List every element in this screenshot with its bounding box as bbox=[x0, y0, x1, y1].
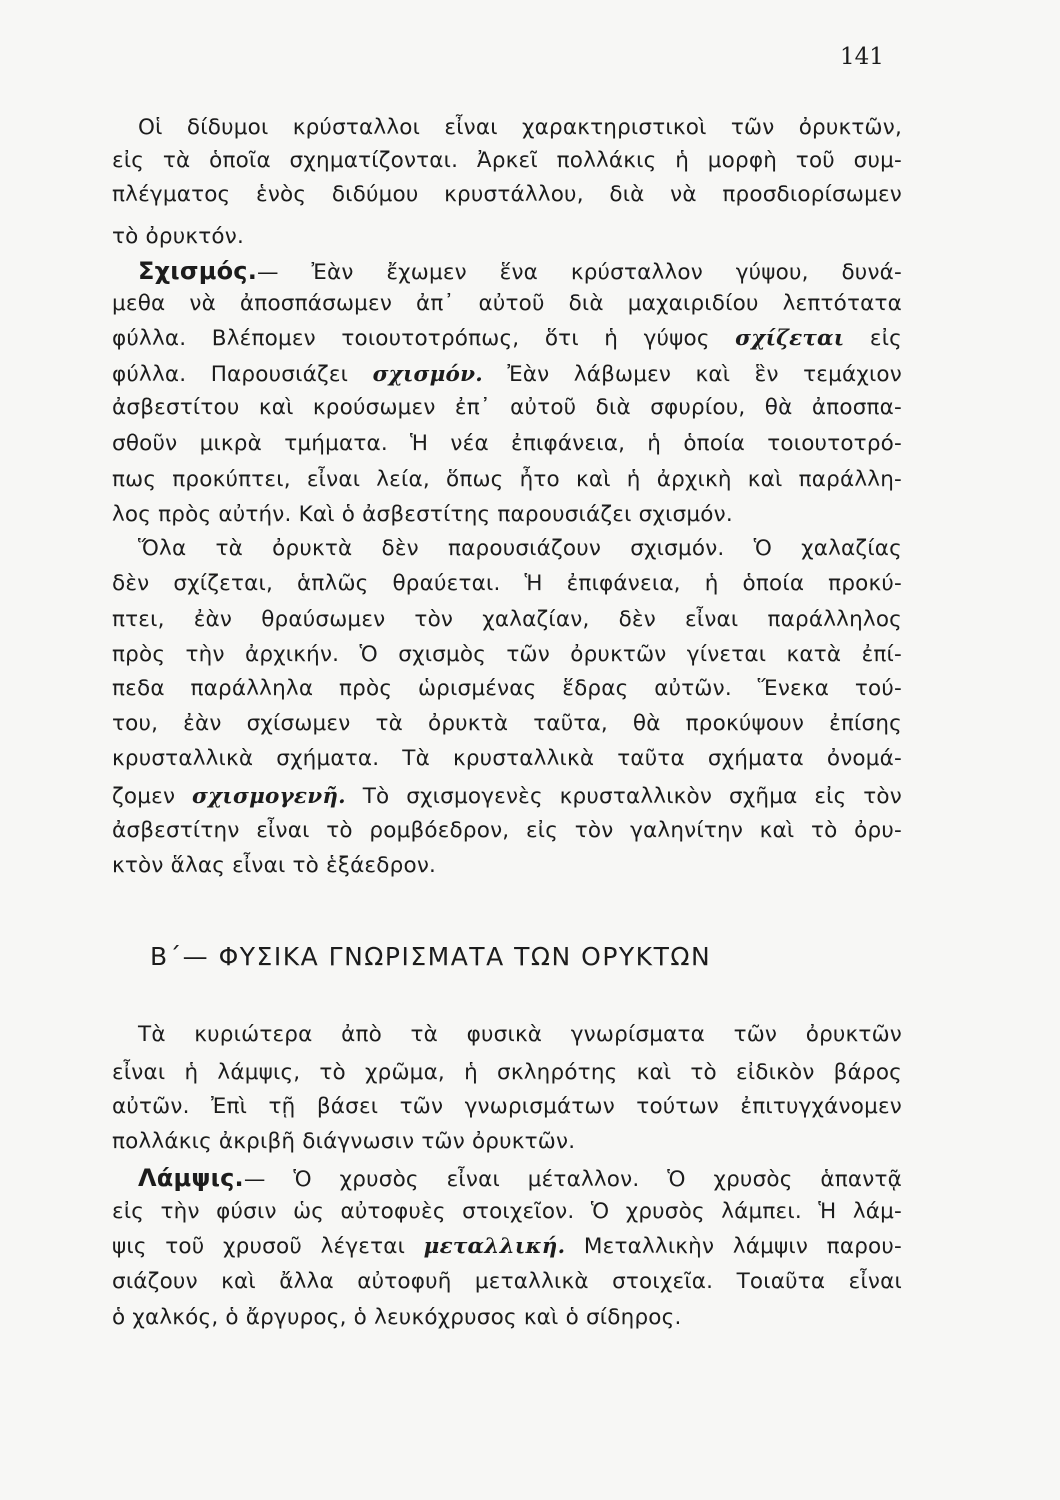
text-line: κτὸν ἅλας εἶναι τὸ ἑξάεδρον. bbox=[112, 853, 437, 878]
text-line: Ὅλα τὰ ὀρυκτὰ δὲν παρουσιάζουν σχισμόν. Ὁ χαλαζίας bbox=[138, 536, 902, 561]
text-span: — Ἐὰν ἔχωμεν ἕνα κρύσταλλον γύψου, δυνά- bbox=[257, 260, 902, 285]
text-line: ἀσβεστίτην εἶναι τὸ ρομβόεδρον, εἰς τὸν γαληνίτην καὶ τὸ ὀρυ- bbox=[112, 818, 902, 843]
text-span: Μεταλλικὴν λάμψιν παρου- bbox=[565, 1234, 902, 1259]
text-line bbox=[112, 325, 902, 353]
text-line: του, ἐὰν σχίσωμεν τὰ ὀρυκτὰ ταῦτα, θὰ προκύψουν ἐπίσης bbox=[112, 711, 902, 736]
page-number: 141 bbox=[840, 44, 884, 70]
text-line: κρυσταλλικὰ σχήματα. Τὰ κρυσταλλικὰ ταῦτα σχήματα ὀνομά- bbox=[112, 746, 902, 771]
text-line: εἰς τὰ ὁποῖα σχηματίζονται. Ἀρκεῖ πολλάκις ἡ μορφὴ τοῦ συμ- bbox=[112, 148, 902, 173]
text-line: Οἱ δίδυμοι κρύσταλλοι εἶναι χαρακτηριστικοὶ τῶν ὀρυκτῶν, bbox=[138, 115, 902, 140]
text-line bbox=[112, 1233, 902, 1261]
text-line: πολλάκις ἀκριβῆ διάγνωσιν τῶν ὀρυκτῶν. bbox=[112, 1129, 576, 1154]
text-line bbox=[138, 257, 902, 287]
text-span: Τὸ σχισμογενὲς κρυσταλλικὸν σχῆμα εἰς τὸν bbox=[345, 784, 902, 809]
text-line: δὲν σχίζεται, ἁπλῶς θραύεται. Ἡ ἐπιφάνεια, ἡ ὁποία προκύ- bbox=[112, 571, 902, 596]
text-span: ψις τοῦ χρυσοῦ λέγεται bbox=[112, 1234, 424, 1259]
text-line: ἀσβεστίτου καὶ κρούσωμεν ἐπ᾽ αὐτοῦ διὰ σφυρίου, θὰ ἀποσπα- bbox=[112, 395, 902, 420]
text-line: αὐτῶν. Ἐπὶ τῇ βάσει τῶν γνωρισμάτων τούτων ἐπιτυγχάνομεν bbox=[112, 1094, 902, 1119]
text-line: πτει, ἐὰν θραύσωμεν τὸν χαλαζίαν, δὲν εἶναι παράλληλος bbox=[112, 607, 902, 632]
text-line: ὁ χαλκός, ὁ ἄργυρος, ὁ λευκόχρυσος καὶ ὁ σίδηρος. bbox=[112, 1305, 682, 1330]
text-line: εἰς τὴν φύσιν ὡς αὐτοφυὲς στοιχεῖον. Ὁ χρυσὸς λάμπει. Ἡ λάμ- bbox=[112, 1199, 902, 1224]
text-line bbox=[112, 783, 902, 811]
section-heading: Β΄— ΦΥΣΙΚΑ ΓΝΩΡΙΣΜΑΤΑ ΤΩΝ ΟΡΥΚΤΩΝ bbox=[150, 942, 712, 971]
text-line bbox=[138, 1164, 902, 1194]
text-line: σιάζουν καὶ ἄλλα αὐτοφυῆ μεταλλικὰ στοιχεῖα. Τοιαῦτα εἶναι bbox=[112, 1269, 902, 1294]
text-line bbox=[112, 361, 902, 389]
text-span: φύλλα. Παρουσιάζει bbox=[112, 362, 373, 387]
emphasis-term: σχισμόν. bbox=[372, 362, 483, 387]
emphasis-term: μεταλλική. bbox=[423, 1234, 566, 1259]
text-line: πλέγματος ἑνὸς διδύμου κρυστάλλου, διὰ νὰ προσδιορίσωμεν bbox=[112, 182, 902, 207]
emphasis-term: σχίζεται bbox=[735, 326, 845, 351]
text-span: Ἐὰν λάβωμεν καὶ ἓν τεμάχιον bbox=[482, 362, 902, 387]
term-lampsis: Λάμψις. bbox=[138, 1164, 244, 1192]
text-line: μεθα νὰ ἀποσπάσωμεν ἀπ᾽ αὐτοῦ διὰ μαχαιριδίου λεπτότατα bbox=[112, 291, 902, 316]
text-line: πεδα παράλληλα πρὸς ὡρισμένας ἕδρας αὐτῶν. Ἕνεκα τού- bbox=[112, 676, 902, 701]
text-line: πρὸς τὴν ἀρχικήν. Ὁ σχισμὸς τῶν ὀρυκτῶν γίνεται κατὰ ἐπί- bbox=[112, 642, 902, 667]
text-line: λος πρὸς αὐτήν. Καὶ ὁ ἀσβεστίτης παρουσιάζει σχισμόν. bbox=[112, 502, 733, 527]
text-line: Τὰ κυριώτερα ἀπὸ τὰ φυσικὰ γνωρίσματα τῶν ὀρυκτῶν bbox=[138, 1022, 902, 1047]
text-span: εἰς bbox=[844, 326, 902, 351]
term-schismos: Σχισμός. bbox=[138, 257, 258, 285]
text-span: ζομεν bbox=[112, 784, 193, 809]
text-line: τὸ ὀρυκτόν. bbox=[112, 224, 244, 249]
text-span: — Ὁ χρυσὸς εἶναι μέταλλον. Ὁ χρυσὸς ἁπαντᾷ bbox=[243, 1167, 902, 1192]
text-line: πως προκύπτει, εἶναι λεία, ὅπως ἦτο καὶ ἡ ἀρχικὴ καὶ παράλλη- bbox=[112, 467, 902, 492]
emphasis-term: σχισμογενῆ. bbox=[192, 784, 346, 809]
text-line: σθοῦν μικρὰ τμήματα. Ἡ νέα ἐπιφάνεια, ἡ ὁποία τοιουτοτρό- bbox=[112, 431, 902, 456]
text-line: εἶναι ἡ λάμψις, τὸ χρῶμα, ἡ σκληρότης καὶ τὸ εἰδικὸν βάρος bbox=[112, 1060, 902, 1085]
text-span: φύλλα. Βλέπομεν τοιουτοτρόπως, ὅτι ἡ γύψος bbox=[112, 326, 736, 351]
